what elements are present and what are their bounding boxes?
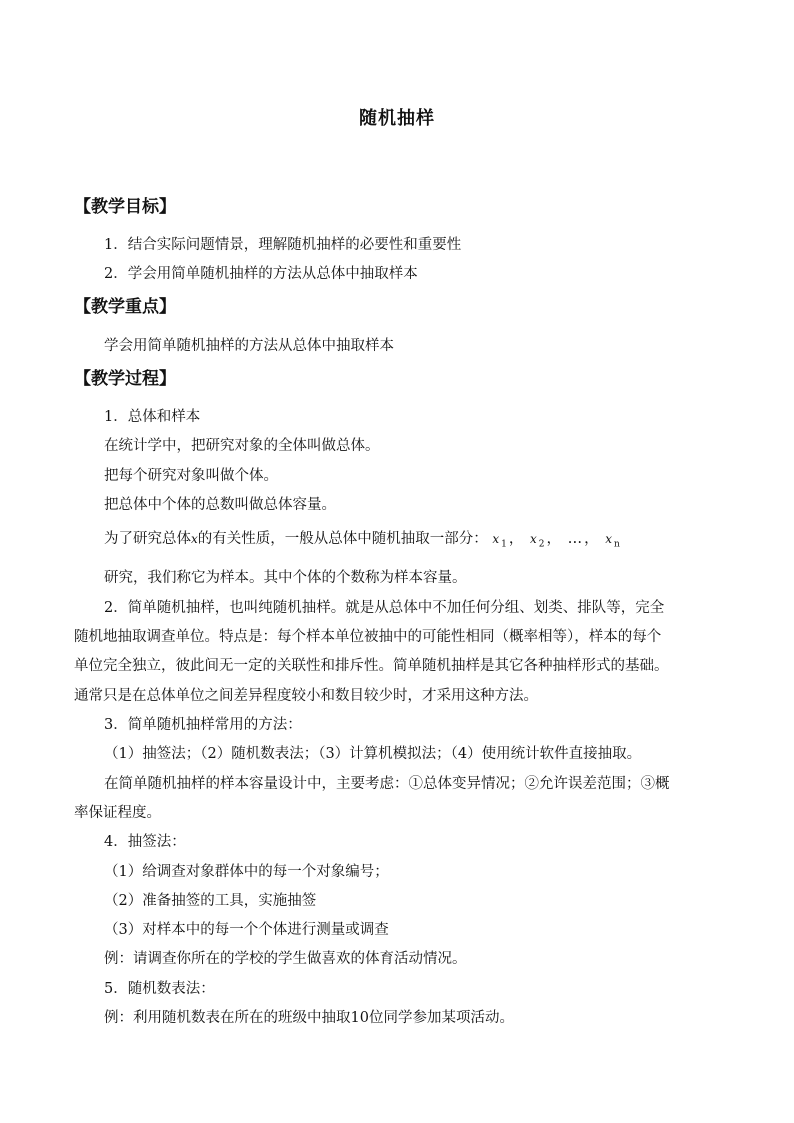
p1-sample-end: 研究，我们称它为样本。其中个体的个数称为样本容量。 (104, 570, 467, 586)
key-points-heading: 【教学重点】 (74, 297, 176, 317)
page-title: 随机抽样 (359, 108, 435, 129)
seq-sep-3: ， (584, 531, 599, 547)
p3-methods: （1）抽签法；（2）随机数表法；（3）计算机模拟法；（4）使用统计软件直接抽取。 (104, 746, 642, 762)
p4-example: 例：请调查你所在的学校的学生做喜欢的体育活动情况。 (104, 951, 467, 967)
x2-var: x $_2$ (530, 532, 545, 550)
p1-line-1: 在统计学中，把研究对象的全体叫做总体。 (104, 438, 380, 454)
p1-sample-pre: 为了研究总体 (104, 531, 191, 547)
xn-var: x $_n$ (605, 532, 620, 550)
p3-design-line-1: 在简单随机抽样的样本容量设计中，主要考虑：①总体变异情况；②允许误差范围；③概 (104, 776, 670, 792)
p2-line-3: 单位完全独立，彼此间无一定的关联性和排斥性。简单随机抽样是其它各种抽样形式的基础。 (74, 658, 669, 674)
p2-line-1: 2．简单随机抽样，也叫纯随机抽样。就是从总体中不加任何分组、划类、排队等，完全 (104, 600, 665, 616)
p4-title: 4．抽签法： (104, 834, 186, 850)
seq-dots: … (567, 531, 583, 547)
p5-title: 5．随机数表法： (104, 981, 215, 997)
p5-example: 例：利用随机数表在所在的班级中抽取10位同学参加某项活动。 (104, 1010, 514, 1026)
p3-design-line-2: 率保证程度。 (74, 805, 161, 821)
p4-step-3: （3）对样本中的每一个个体进行测量或调查 (104, 922, 389, 938)
x1-var: x $_1$ (492, 532, 507, 550)
p2-line-4: 通常只是在总体单位之间差异程度较小和数目较少时，才采用这种方法。 (74, 688, 538, 704)
seq-sep-1: ， (508, 531, 524, 547)
key-points-text: 学会用简单随机抽样的方法从总体中抽取样本 (104, 338, 394, 354)
p1-line-2: 把每个研究对象叫做个体。 (104, 468, 278, 484)
objective-item-2: 2．学会用简单随机抽样的方法从总体中抽取样本 (104, 266, 418, 282)
process-heading: 【教学过程】 (74, 369, 176, 389)
objectives-heading: 【教学目标】 (74, 197, 176, 217)
sample-sequence (492, 531, 621, 550)
p4-step-2: （2）准备抽签的工具，实施抽签 (104, 893, 317, 909)
population-var: x (191, 532, 198, 546)
p1-sample-mid: 的有关性质，一般从总体中随机抽取一部分： (197, 531, 488, 547)
p1-sample-line (104, 527, 622, 549)
p1-line-3: 把总体中个体的总数叫做总体容量。 (104, 497, 336, 513)
objective-item-1: 1．结合实际问题情景，理解随机抽样的必要性和重要性 (104, 237, 462, 253)
p4-step-1: （1）给调查对象群体中的每一个对象编号； (104, 864, 389, 880)
p1-title: 1．总体和样本 (104, 409, 201, 425)
seq-sep-2: ， (546, 531, 562, 547)
p3-title: 3．简单随机抽样常用的方法： (104, 717, 302, 733)
p2-line-2: 随机地抽取调查单位。特点是：每个样本单位被抽中的可能性相同（概率相等），样本的每个 (74, 629, 662, 645)
